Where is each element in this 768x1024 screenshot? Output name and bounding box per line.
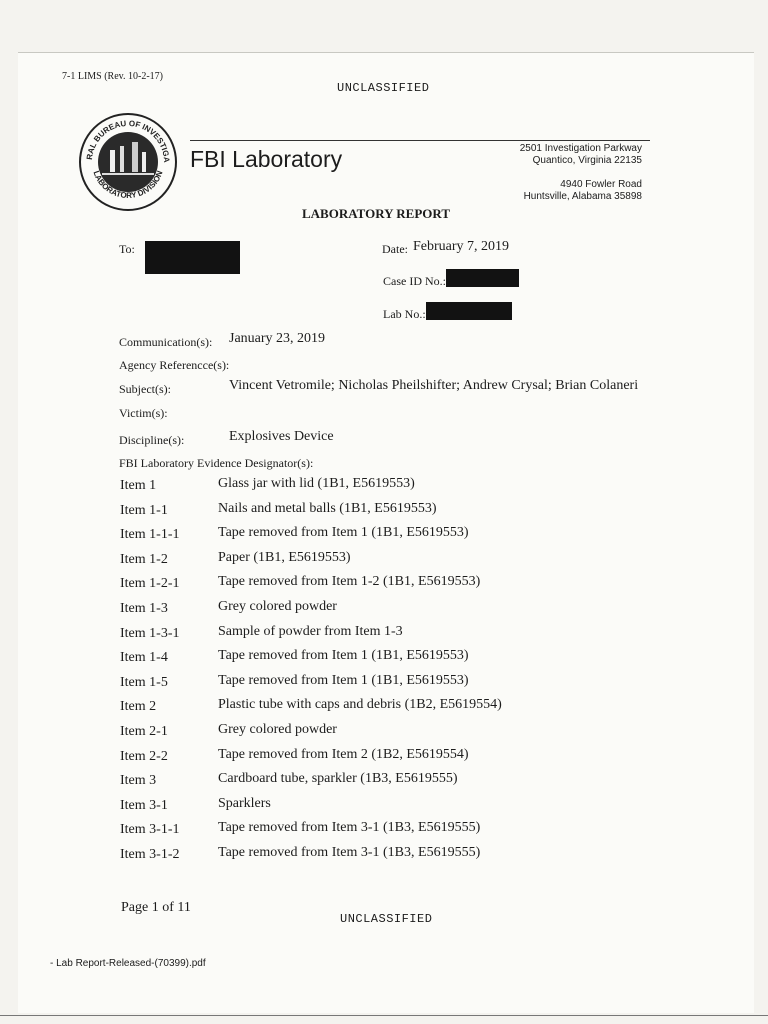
subjects-label: Subject(s):: [119, 382, 171, 396]
fbi-lab-seal: [78, 112, 178, 212]
form-id: 7-1 LIMS (Rev. 10-2-17): [62, 71, 164, 82]
address-quantico-line1: 2501 Investigation Parkway: [519, 143, 642, 154]
evidence-item-description: Tape removed from Item 1 (1B1, E5619553): [218, 525, 469, 540]
evidence-item-id: Item 1-2: [120, 552, 168, 567]
evidence-item-description: Tape removed from Item 1 (1B1, E5619553): [218, 648, 469, 663]
communications-value: January 23, 2019: [229, 331, 326, 346]
svg-text:FEDERAL BUREAU OF INVESTIGATIO: RAL BUREAU OF INVESTIGA: [85, 118, 172, 163]
subjects-value: Vincent Vetromile; Nicholas Pheilshifter; Andrew Crysal; Brian Colaneri: [229, 378, 639, 393]
evidence-item-id: Item 1-1-1: [120, 527, 180, 542]
discipline-label: Discipline(s):: [119, 433, 185, 447]
to-label: To:: [119, 242, 135, 256]
address-huntsville-line2: Huntsville, Alabama 35898: [523, 191, 642, 202]
evidence-item-id: Item 2-2: [120, 749, 168, 764]
evidence-item-id: Item 1-1: [120, 503, 168, 518]
report-title: LABORATORY REPORT: [302, 206, 451, 221]
evidence-item-description: Nails and metal balls (1B1, E5619553): [218, 501, 437, 516]
classification-top: UNCLASSIFIED: [337, 81, 430, 95]
evidence-item-description: Sparklers: [218, 796, 271, 811]
lab-name: FBI Laboratory: [190, 146, 343, 172]
evidence-item-description: Paper (1B1, E5619553): [218, 550, 351, 565]
date-value: February 7, 2019: [413, 239, 510, 254]
svg-text:LABORATORY DIVISION: LABORATORY DIVISION: [91, 169, 165, 201]
evidence-item-id: Item 1: [120, 478, 157, 493]
discipline-value: Explosives Device: [229, 429, 334, 444]
file-name: - Lab Report-Released-(70399).pdf: [50, 958, 206, 969]
redaction-lab-no: [426, 302, 512, 320]
victims-label: Victim(s):: [119, 406, 168, 420]
lab-no-label: Lab No.:: [383, 307, 426, 321]
evidence-item-id: Item 3-1-1: [120, 822, 180, 837]
page-number: Page 1 of 11: [121, 900, 191, 915]
date-label: Date:: [382, 242, 408, 256]
evidence-item-id: Item 1-2-1: [120, 576, 180, 591]
evidence-designator-label: FBI Laboratory Evidence Designator(s):: [119, 456, 314, 470]
evidence-item-description: Tape removed from Item 3-1 (1B3, E5619555): [218, 845, 481, 860]
evidence-item-description: Cardboard tube, sparkler (1B3, E5619555): [218, 771, 458, 786]
evidence-item-description: Tape removed from Item 3-1 (1B3, E5619555): [218, 820, 481, 835]
evidence-item-id: Item 1-3: [120, 601, 168, 616]
evidence-item-id: Item 3-1-2: [120, 847, 180, 862]
redaction-to: [145, 241, 240, 274]
evidence-item-id: Item 1-3-1: [120, 626, 180, 641]
evidence-item-description: Grey colored powder: [218, 722, 337, 737]
evidence-item-description: Tape removed from Item 2 (1B2, E5619554): [218, 747, 469, 762]
address-quantico-line2: Quantico, Virginia 22135: [532, 155, 642, 166]
evidence-item-id: Item 2-1: [120, 724, 168, 739]
agency-reference-label: Agency Referencce(s):: [119, 358, 230, 372]
case-id-label: Case ID No.:: [383, 274, 446, 288]
evidence-item-description: Tape removed from Item 1-2 (1B1, E5619553): [218, 574, 481, 589]
bottom-rule: [0, 1015, 768, 1016]
evidence-item-id: Item 1-5: [120, 675, 168, 690]
redaction-case-id: [446, 269, 519, 287]
evidence-item-description: Grey colored powder: [218, 599, 337, 614]
address-huntsville-line1: 4940 Fowler Road: [560, 179, 642, 190]
evidence-item-description: Sample of powder from Item 1-3: [218, 624, 403, 639]
evidence-item-id: Item 3-1: [120, 798, 168, 813]
evidence-item-description: Glass jar with lid (1B1, E5619553): [218, 476, 415, 491]
header-rule: [190, 140, 650, 141]
evidence-item-id: Item 1-4: [120, 650, 168, 665]
classification-bottom: UNCLASSIFIED: [340, 912, 433, 926]
communications-label: Communication(s):: [119, 335, 213, 349]
evidence-item-description: Plastic tube with caps and debris (1B2, E5619554): [218, 697, 502, 712]
evidence-item-id: Item 2: [120, 699, 157, 714]
evidence-item-id: Item 3: [120, 773, 157, 788]
evidence-item-description: Tape removed from Item 1 (1B1, E5619553): [218, 673, 469, 688]
